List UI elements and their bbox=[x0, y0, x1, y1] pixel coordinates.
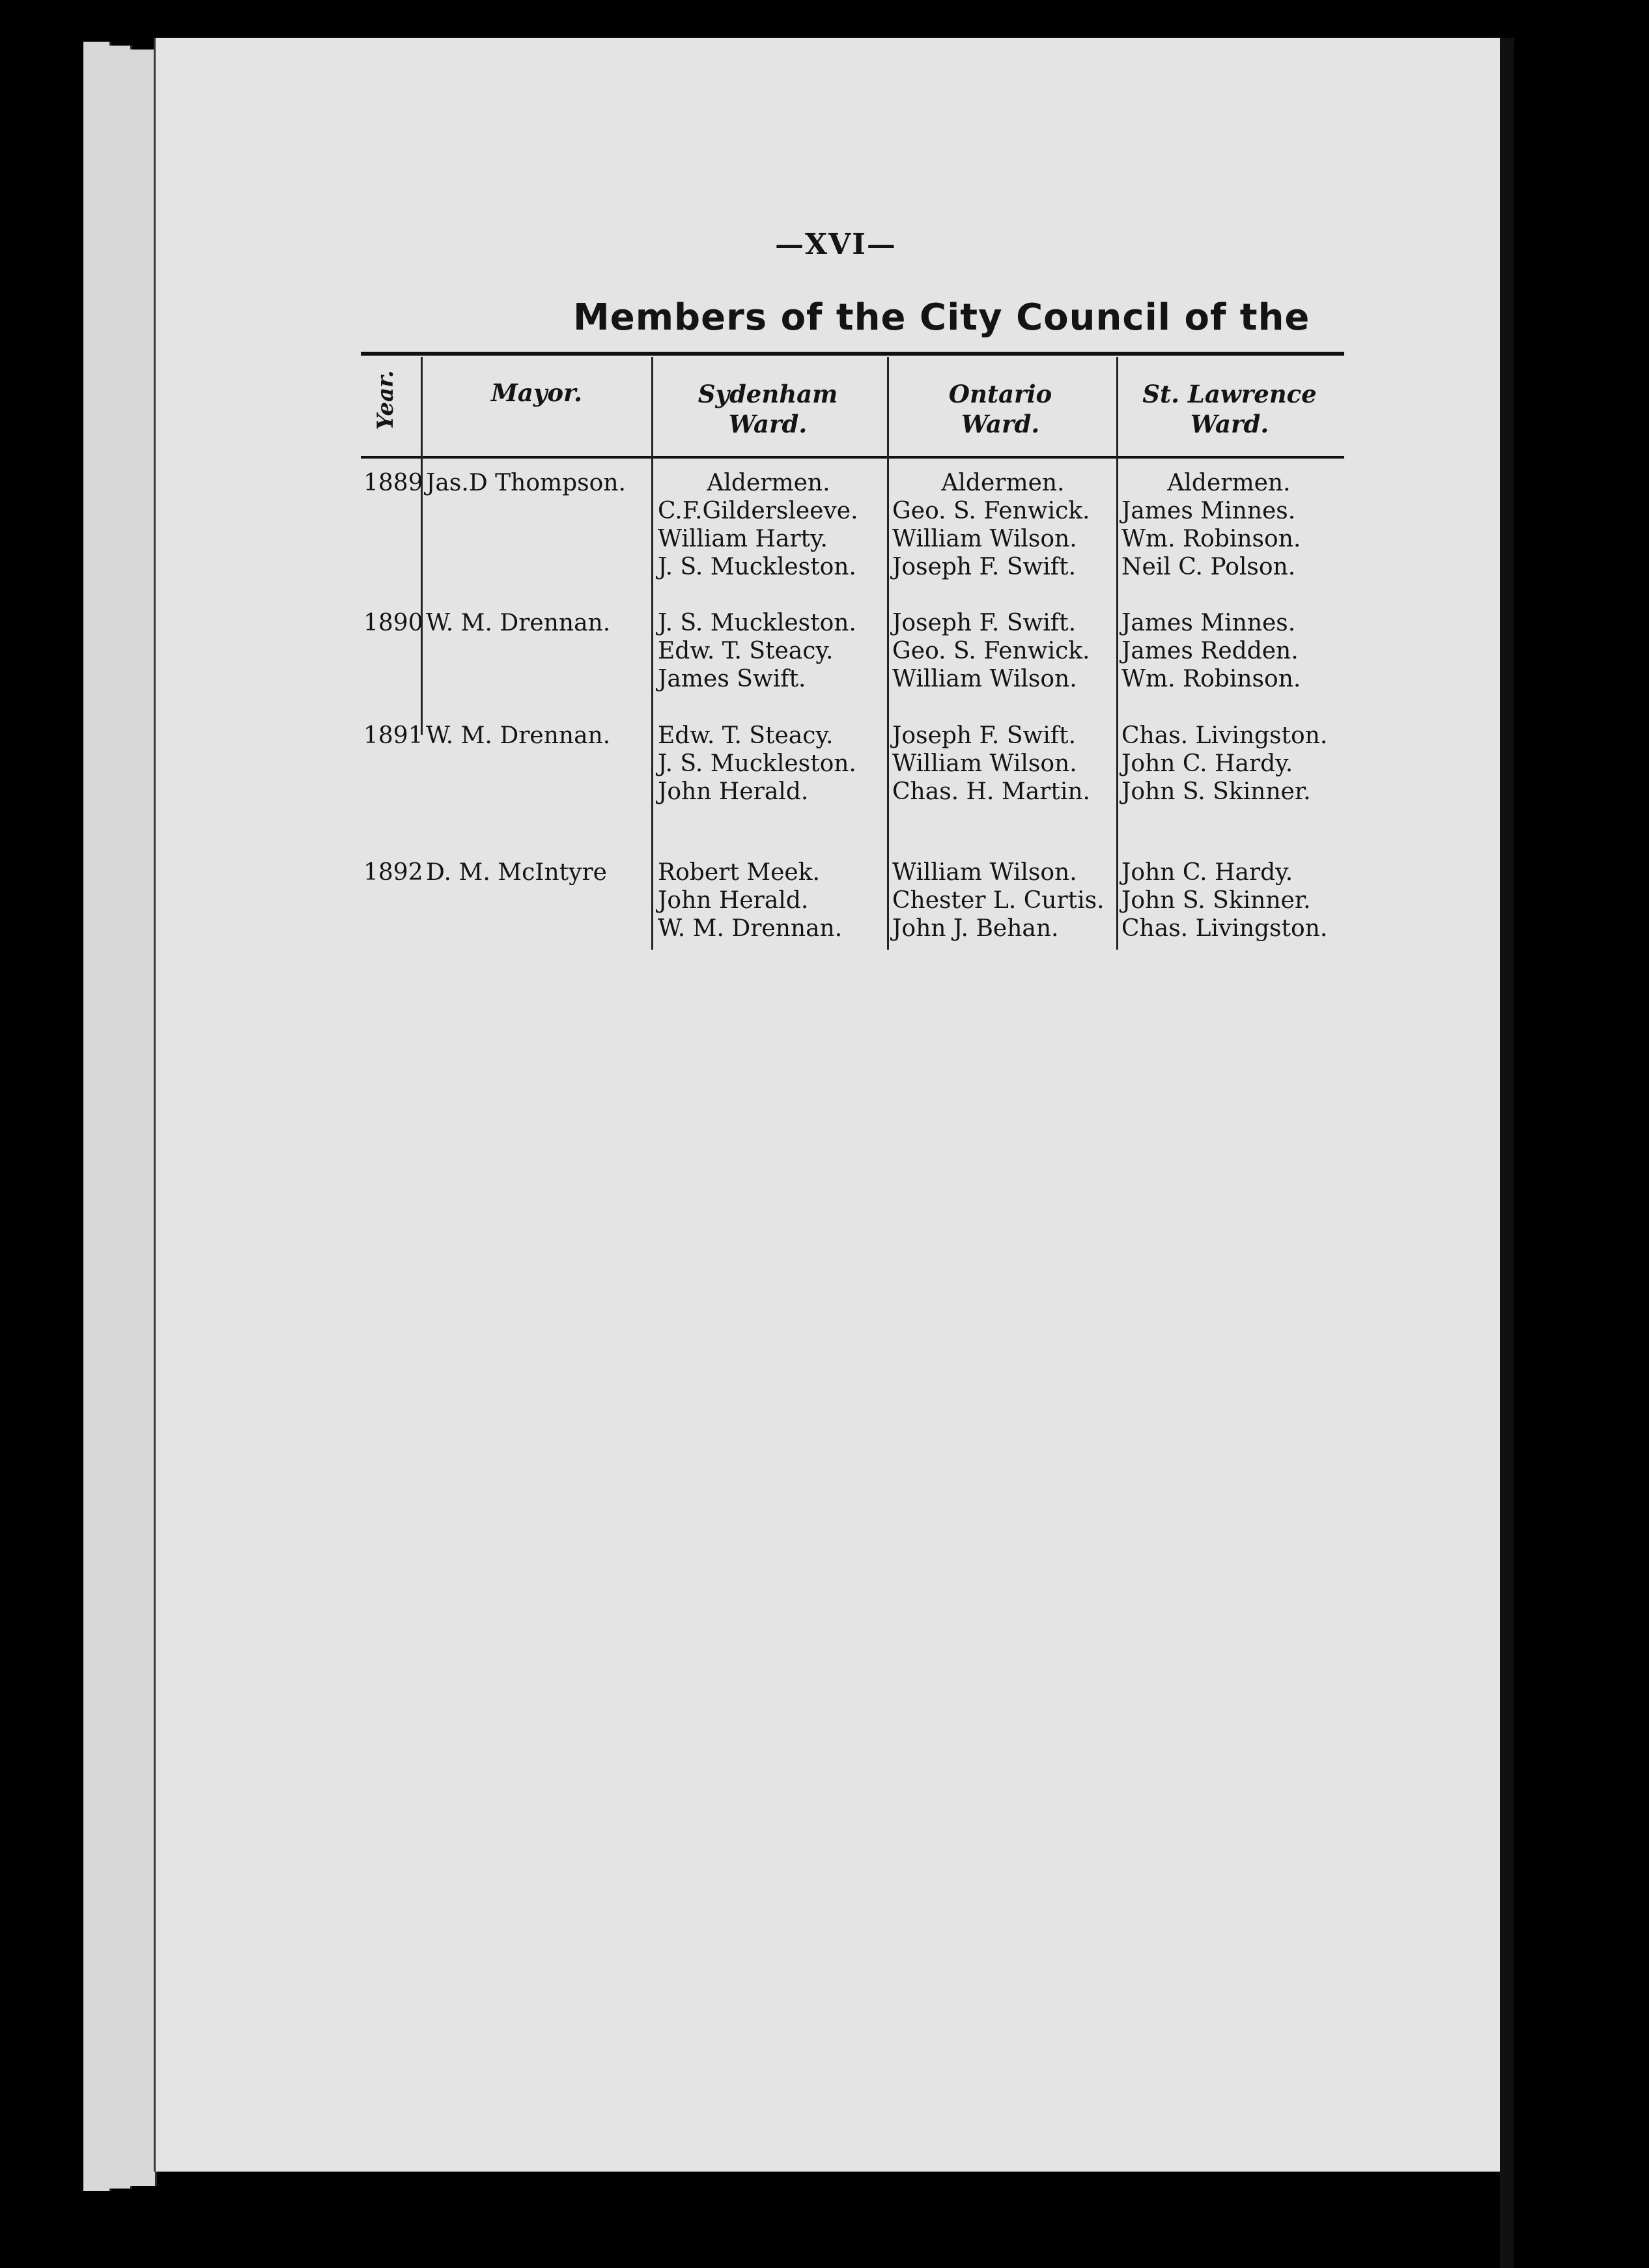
column-divider bbox=[421, 357, 423, 735]
header-ontario-line1: Ontario bbox=[948, 380, 1052, 408]
ontario-name: Chas. H. Martin. bbox=[892, 778, 1090, 805]
ontario-name: Geo. S. Fenwick. bbox=[892, 498, 1090, 524]
row-st-lawrence bbox=[1121, 858, 1327, 943]
ontario-name: John J. Behan. bbox=[892, 915, 1059, 942]
st-lawrence-name: Aldermen. bbox=[1167, 470, 1291, 496]
sydenham-name: William Harty. bbox=[658, 526, 828, 552]
st-lawrence-name: Wm. Robinson. bbox=[1121, 526, 1301, 552]
row-st-lawrence bbox=[1121, 469, 1336, 581]
ontario-name: William Wilson. bbox=[892, 859, 1077, 886]
sydenham-name: J. S. Muckleston. bbox=[658, 610, 856, 636]
row-sydenham bbox=[658, 469, 879, 581]
st-lawrence-name: James Minnes. bbox=[1121, 498, 1296, 524]
row-mayor: D. M. McIntyre bbox=[426, 859, 607, 886]
ontario-name: Joseph F. Swift. bbox=[892, 722, 1077, 749]
column-divider bbox=[651, 357, 653, 950]
ontario-name: William Wilson. bbox=[892, 750, 1077, 777]
row-sydenham bbox=[658, 858, 842, 943]
row-year: 1890 bbox=[363, 610, 423, 636]
row-ontario bbox=[892, 858, 1105, 943]
ontario-name: Chester L. Curtis. bbox=[892, 887, 1105, 914]
header-st-lawrence-line2: Ward. bbox=[1190, 410, 1269, 438]
row-st-lawrence bbox=[1121, 609, 1301, 693]
sydenham-name: John Herald. bbox=[658, 778, 809, 805]
row-year: 1892 bbox=[363, 859, 423, 886]
page-number: —XVI— bbox=[775, 228, 897, 261]
st-lawrence-name: James Minnes. bbox=[1121, 610, 1296, 636]
page-binding bbox=[1500, 38, 1514, 2268]
sydenham-name: J. S. Muckleston. bbox=[658, 554, 856, 580]
sydenham-name: Aldermen. bbox=[707, 470, 830, 496]
column-divider bbox=[1116, 357, 1118, 950]
row-mayor: Jas.D Thompson. bbox=[426, 470, 626, 496]
st-lawrence-name: John S. Skinner. bbox=[1121, 887, 1311, 914]
header-sydenham-line1: Sydenham bbox=[698, 380, 838, 408]
sydenham-name: Edw. T. Steacy. bbox=[658, 722, 834, 749]
ontario-name: Aldermen. bbox=[941, 470, 1065, 496]
st-lawrence-name: John C. Hardy. bbox=[1121, 750, 1293, 777]
row-sydenham bbox=[658, 722, 856, 806]
header-year: Year. bbox=[373, 370, 399, 430]
ontario-name: William Wilson. bbox=[892, 526, 1077, 552]
sydenham-name: James Swift. bbox=[658, 666, 806, 692]
row-ontario bbox=[892, 609, 1090, 693]
header-sydenham-line2: Ward. bbox=[728, 410, 808, 438]
ontario-name: Geo. S. Fenwick. bbox=[892, 638, 1090, 664]
st-lawrence-name: Neil C. Polson. bbox=[1121, 554, 1296, 580]
header-sydenham bbox=[654, 379, 882, 439]
sydenham-name: W. M. Drennan. bbox=[658, 915, 843, 942]
ontario-name: William Wilson. bbox=[892, 666, 1077, 692]
header-mayor: Mayor. bbox=[490, 378, 583, 407]
table-header-rule bbox=[361, 456, 1344, 459]
sydenham-name: Robert Meek. bbox=[658, 859, 820, 886]
st-lawrence-name: John S. Skinner. bbox=[1121, 778, 1311, 805]
st-lawrence-name: Wm. Robinson. bbox=[1121, 666, 1301, 692]
st-lawrence-name: Chas. Livingston. bbox=[1121, 722, 1328, 749]
row-year: 1889 bbox=[363, 470, 423, 496]
row-ontario bbox=[892, 469, 1114, 581]
sydenham-name: C.F.Gildersleeve. bbox=[658, 498, 858, 524]
sydenham-name: J. S. Muckleston. bbox=[658, 750, 856, 777]
st-lawrence-name: Chas. Livingston. bbox=[1121, 915, 1328, 942]
sydenham-name: John Herald. bbox=[658, 887, 809, 914]
st-lawrence-name: James Redden. bbox=[1121, 638, 1299, 664]
row-sydenham bbox=[658, 609, 856, 693]
header-ontario-line2: Ward. bbox=[961, 410, 1040, 438]
row-year: 1891 bbox=[363, 722, 423, 749]
row-ontario bbox=[892, 722, 1090, 806]
page-title: Members of the City Council of the bbox=[573, 296, 1310, 339]
council-table bbox=[361, 352, 1344, 951]
row-mayor: W. M. Drennan. bbox=[426, 722, 611, 749]
ontario-name: Joseph F. Swift. bbox=[892, 610, 1077, 636]
header-st-lawrence-line1: St. Lawrence bbox=[1142, 380, 1317, 408]
st-lawrence-name: John C. Hardy. bbox=[1121, 859, 1293, 886]
header-st-lawrence bbox=[1119, 379, 1340, 439]
table-top-rule bbox=[361, 352, 1344, 356]
row-mayor: W. M. Drennan. bbox=[426, 610, 611, 636]
ontario-name: Joseph F. Swift. bbox=[892, 554, 1077, 580]
row-st-lawrence bbox=[1121, 722, 1327, 806]
header-ontario bbox=[890, 379, 1111, 439]
column-divider bbox=[887, 357, 889, 950]
sydenham-name: Edw. T. Steacy. bbox=[658, 638, 834, 664]
page-edge bbox=[125, 50, 157, 2186]
